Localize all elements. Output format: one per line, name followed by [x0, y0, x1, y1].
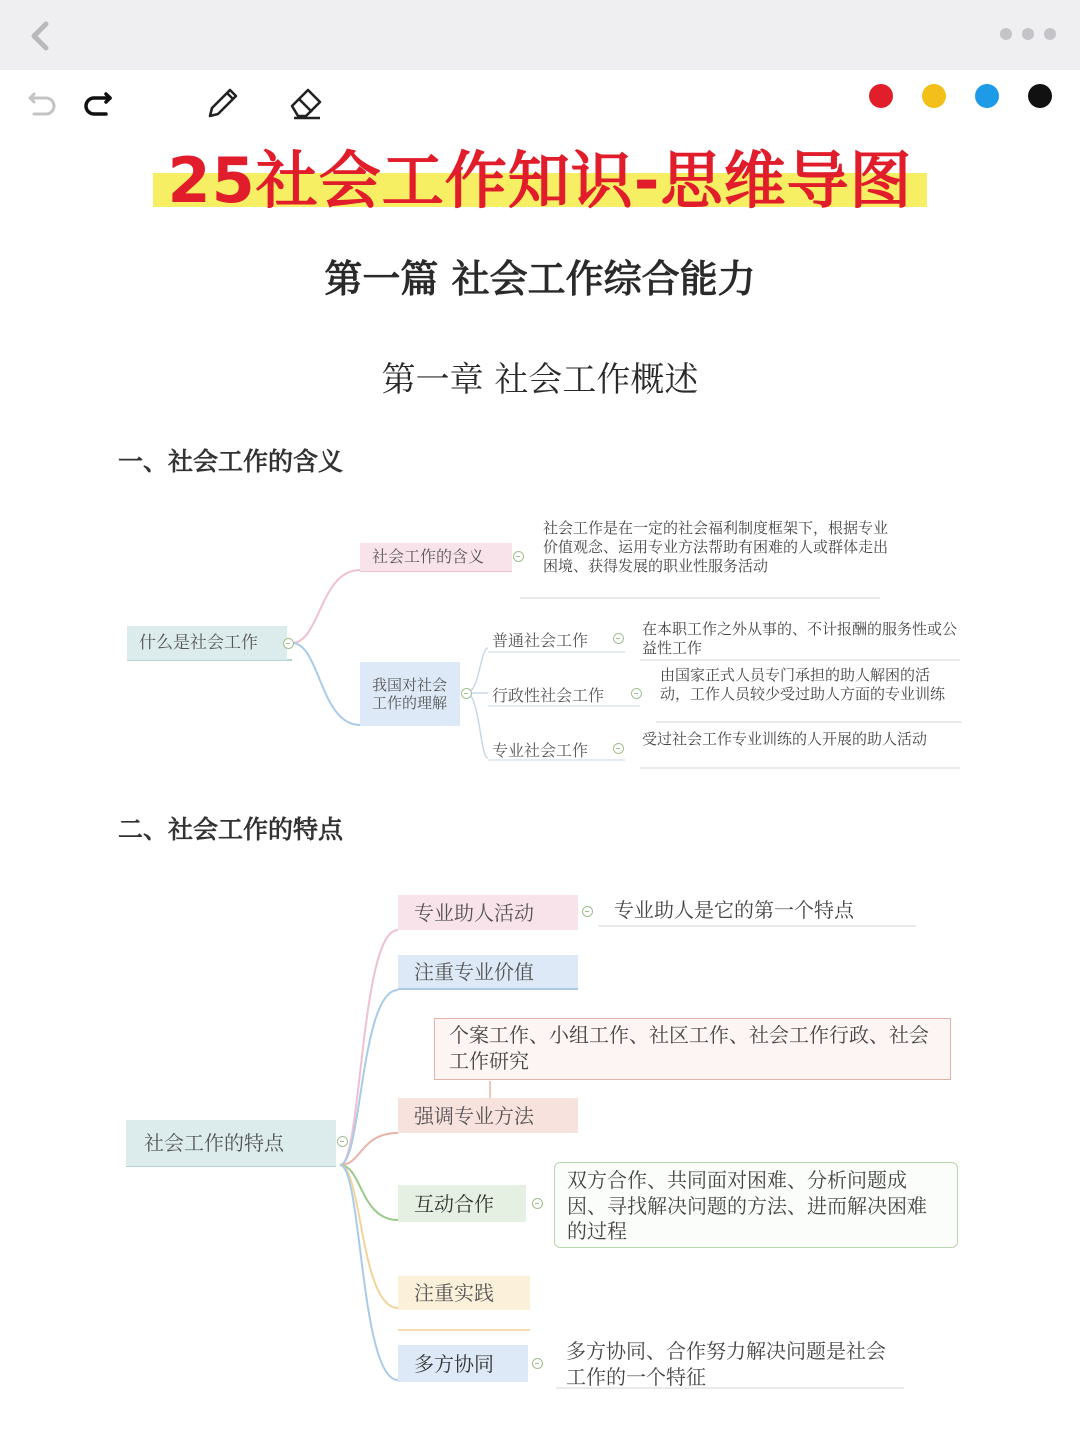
s1-type-desc: 在本职工作之外从事的、不计报酬的服务性或公益性工作	[642, 620, 958, 658]
s2-item-desc: 专业助人是它的第一个特点	[614, 898, 854, 922]
s1-type-node[interactable]: 专业社会工作	[492, 741, 589, 760]
collapse-icon[interactable]	[613, 633, 624, 644]
collapse-icon[interactable]	[582, 906, 593, 917]
s2-root-node[interactable]: 社会工作的特点	[126, 1120, 336, 1166]
s1-type-desc: 受过社会工作专业训练的人开展的助人活动	[642, 730, 928, 748]
s1-meaning-node[interactable]: 社会工作的含义	[360, 543, 512, 571]
main-title: 25社会工作知识-思维导图	[153, 140, 926, 222]
section1-title: 一、社会工作的含义	[118, 447, 344, 476]
s1-root-node[interactable]: 什么是社会工作	[127, 626, 287, 660]
section2-title: 二、社会工作的特点	[118, 815, 344, 844]
collapse-icon[interactable]	[532, 1358, 543, 1369]
sub-title: 第一篇 社会工作综合能力	[324, 257, 756, 301]
s1-type-node[interactable]: 行政性社会工作	[492, 686, 605, 705]
s1-understanding-node[interactable]: 我国对社会工作的理解	[360, 662, 460, 726]
collapse-icon[interactable]	[631, 688, 642, 699]
chapter-title: 第一章 社会工作概述	[381, 360, 699, 400]
s2-item-desc-box: 双方合作、共同面对困难、分析问题成因、寻找解决问题的方法、进而解决困难的过程	[554, 1162, 958, 1248]
collapse-icon[interactable]	[613, 743, 624, 754]
collapse-icon[interactable]	[532, 1198, 543, 1209]
s2-item-desc: 多方协同、合作努力解决问题是社会工作的一个特征	[566, 1339, 886, 1389]
collapse-icon[interactable]	[461, 688, 472, 699]
collapse-icon[interactable]	[513, 551, 524, 562]
s1-meaning-text: 社会工作是在一定的社会福利制度框架下，根据专业价值观念、运用专业方法帮助有困难的人或群体走出困境、获得发展的职业性服务活动	[543, 519, 889, 576]
s1-type-desc: 由国家正式人员专门承担的助人解困的活动，工作人员较少受过助人方面的专业训练	[660, 666, 946, 704]
s2-item-node[interactable]: 多方协同	[398, 1345, 528, 1382]
collapse-icon[interactable]	[337, 1136, 348, 1147]
s2-item-node[interactable]: 强调专业方法	[398, 1098, 578, 1133]
s2-item-node[interactable]: 互动合作	[398, 1185, 526, 1222]
s2-item-desc-box: 个案工作、小组工作、社区工作、社会工作行政、社会工作研究	[434, 1018, 951, 1080]
s1-type-node[interactable]: 普通社会工作	[492, 631, 589, 650]
s2-item-node[interactable]: 注重专业价值	[398, 955, 578, 990]
s2-item-node[interactable]: 专业助人活动	[398, 895, 578, 930]
collapse-icon[interactable]	[283, 638, 294, 649]
s2-item-node[interactable]: 注重实践	[398, 1276, 530, 1310]
